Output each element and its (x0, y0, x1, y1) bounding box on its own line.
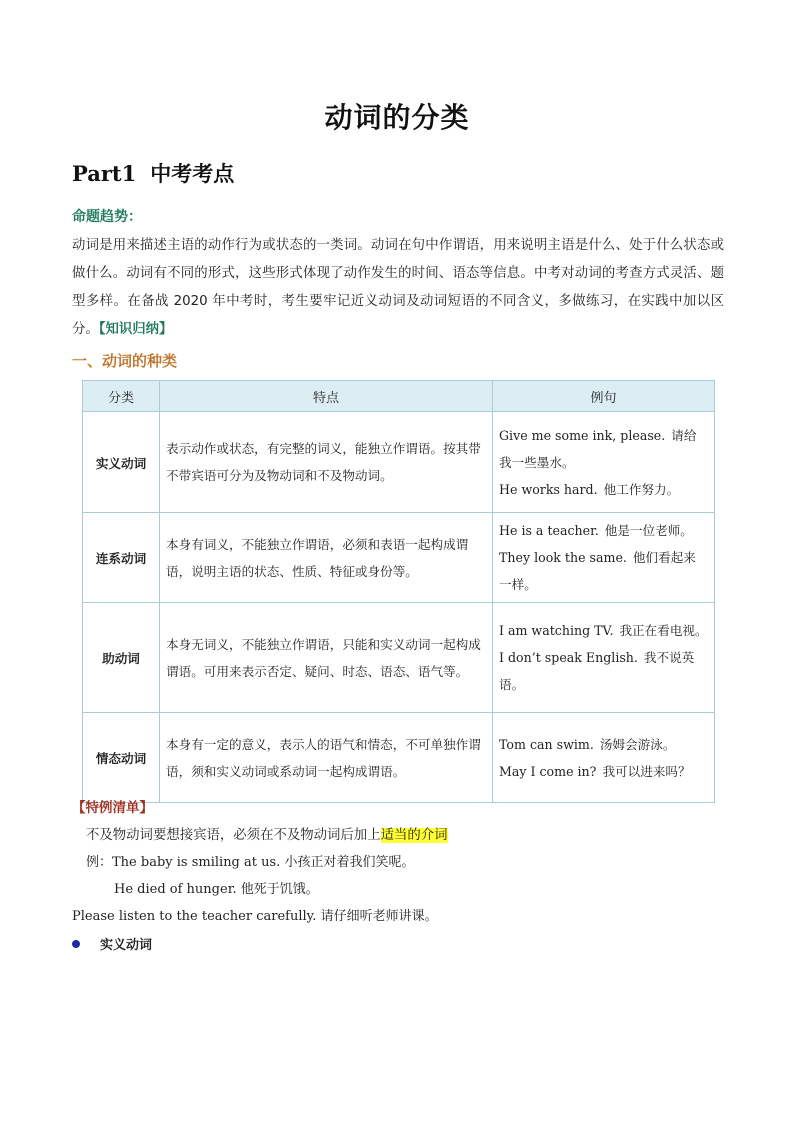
example-en: He is a teacher. (499, 523, 599, 538)
example-zh: 请给我一些墨水。 (499, 427, 697, 470)
special-example-3 (72, 905, 438, 924)
example-zh: 他工作努力。 (603, 481, 680, 497)
table-row (83, 412, 715, 513)
page-title: 动词的分类 (324, 101, 470, 134)
example-label: 例： (86, 855, 113, 870)
row-category: 连系动词 (83, 513, 160, 603)
header-feature: 特点 (160, 381, 493, 412)
bullet-label: 实义动词 (100, 938, 153, 953)
section-title: 一、动词的种类 (72, 352, 178, 370)
example-en: Tom can swim. (499, 736, 594, 752)
trend-heading: 命题趋势： (72, 209, 142, 225)
example-zh: 我可以进来吗？ (602, 763, 691, 779)
row-feature: 表示动作或状态，有完整的词义，能独立作谓语。按其带不带宾语可分为及物动词和不及物动词。 (160, 412, 493, 513)
special-rule (86, 824, 448, 843)
table-header-row (83, 381, 715, 412)
bullet-item (72, 934, 152, 953)
part-heading (72, 158, 234, 188)
bullet-dot-icon (72, 940, 80, 948)
example-en: Give me some ink, please. (499, 427, 666, 443)
part-label: Part1 (72, 161, 137, 186)
special-example-1 (86, 851, 414, 870)
example-line (499, 617, 708, 644)
example-zh: 他们看起来一样。 (499, 550, 696, 592)
header-examples: 例句 (493, 381, 715, 412)
example-line (499, 517, 708, 544)
example-en: He died of hunger. (114, 882, 237, 897)
rule-highlight: 适当的介词 (380, 828, 448, 843)
table-row (83, 713, 715, 803)
row-feature: 本身有一定的意义，表示人的语气和情态，不可单独作谓语，须和实义动词或系动词一起构成谓语。 (160, 713, 493, 803)
example-en: Please listen to the teacher carefully. (72, 909, 317, 924)
part-subtitle: 中考考点 (150, 162, 235, 186)
example-en: I don’t speak English. (499, 650, 638, 665)
rule-text: 不及物动词要想接宾语，必须在不及物动词后加上 (86, 828, 381, 843)
row-examples (493, 412, 715, 513)
example-zh: 他死于饥饿。 (240, 882, 319, 897)
example-zh: 我不说英语。 (499, 650, 695, 692)
example-zh: 小孩正对着我们笑呢。 (284, 855, 415, 870)
special-example-2 (114, 878, 319, 897)
example-en: May I come in? (499, 763, 597, 779)
trend-paragraph (72, 232, 724, 344)
table-row (83, 603, 715, 713)
header-category: 分类 (83, 381, 160, 412)
example-en: I am watching TV. (499, 623, 614, 638)
row-feature: 本身无词义，不能独立作谓语，只能和实义动词一起构成谓语。可用来表示否定、疑问、时态、语态、语气等。 (160, 603, 493, 713)
example-zh: 汤姆会游泳。 (599, 736, 676, 752)
example-en: The baby is smiling at us. (112, 855, 281, 870)
example-zh: 请仔细听老师讲课。 (320, 909, 438, 924)
example-line (499, 731, 708, 758)
example-line (499, 422, 708, 476)
row-category: 助动词 (83, 603, 160, 713)
example-line (499, 644, 708, 698)
example-en: They look the same. (499, 550, 627, 565)
example-line (499, 544, 708, 598)
example-line (499, 758, 708, 785)
example-en: He works hard. (499, 481, 598, 497)
row-examples (493, 603, 715, 713)
verb-types-table (82, 380, 715, 803)
row-examples (493, 713, 715, 803)
special-heading: 【特例清单】 (72, 800, 153, 816)
row-examples (493, 513, 715, 603)
row-category: 情态动词 (83, 713, 160, 803)
table-row (83, 513, 715, 603)
example-line (499, 476, 708, 503)
knowledge-tag: 【知识归纳】 (98, 322, 173, 337)
row-feature: 本身有词义，不能独立作谓语，必须和表语一起构成谓语，说明主语的状态、性质、特征或身份等。 (160, 513, 493, 603)
example-zh: 他是一位老师。 (604, 523, 693, 538)
row-category: 实义动词 (83, 412, 160, 513)
trend-text: 动词是用来描述主语的动作行为或状态的一类词。动词在句中作谓语，用来说明主语是什么、处于什么状态或做什么。动词有不同的形式，这些形式体现了动作发生的时间、语态等信息。中考对动词的考查方式灵活、题型多样。在备战 2020 年中考时，考生要牢记近义动词及动词短语的不同含义，多做练习，在实践中加以区分。 (72, 238, 724, 337)
example-zh: 我正在看电视。 (619, 623, 708, 638)
